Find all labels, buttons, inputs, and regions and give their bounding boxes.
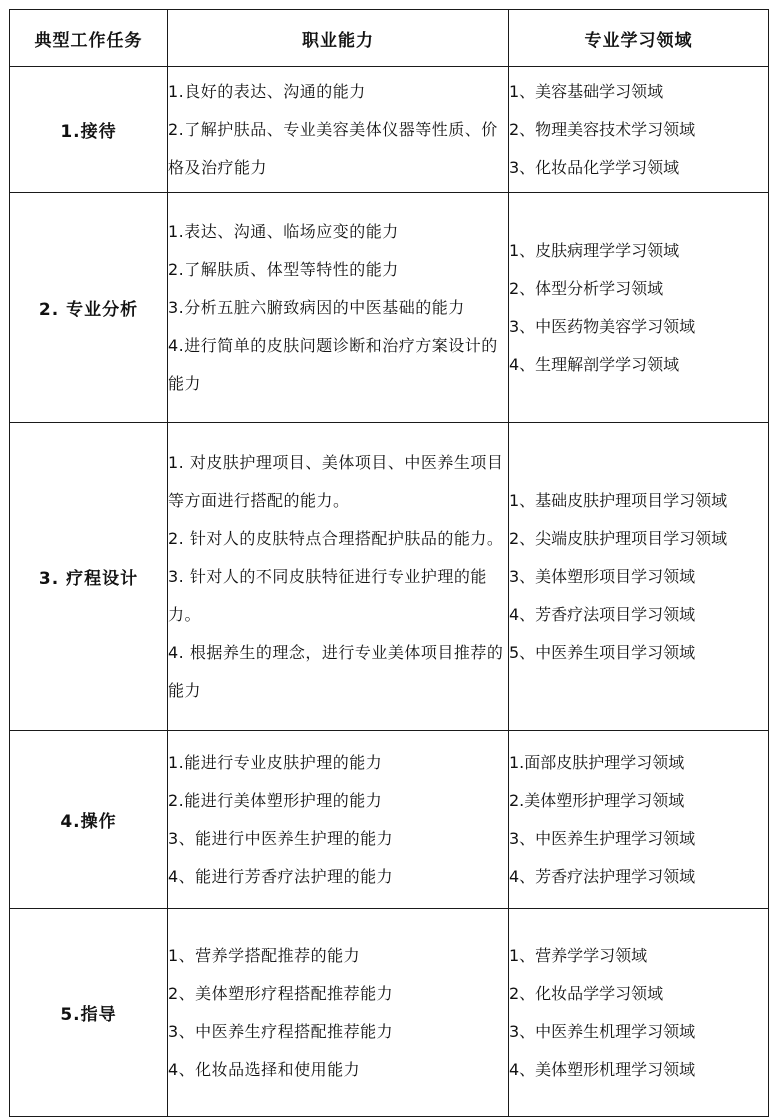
- domain-item: 3、中医养生护理学习领域: [509, 828, 696, 848]
- ability-cell: [168, 909, 509, 1117]
- task-cell: 5.指导: [10, 909, 168, 1117]
- ability-item: 3.分析五脏六腑致病因的中医基础的能力: [168, 297, 465, 317]
- ability-item: 3、能进行中医养生护理的能力: [168, 828, 394, 848]
- domain-item: 1、皮肤病理学学习领域: [509, 240, 680, 260]
- domain-item: 5、中医养生项目学习领域: [509, 642, 696, 662]
- table-row: [10, 193, 769, 423]
- ability-item: 1.良好的表达、沟通的能力: [168, 81, 366, 101]
- domain-cell: [509, 909, 769, 1117]
- domain-item: 4、美体塑形机理学习领域: [509, 1059, 696, 1079]
- domain-item: 3、化妆品化学学习领域: [509, 157, 680, 177]
- ability-item: 3. 针对人的不同皮肤特征进行专业护理的能力。: [168, 566, 487, 624]
- ability-cell: [168, 423, 509, 731]
- table-row: [10, 909, 769, 1117]
- header-learning-domain: 专业学习领域: [509, 10, 769, 67]
- ability-item: 4、能进行芳香疗法护理的能力: [168, 866, 394, 886]
- domain-item: 1、美容基础学习领域: [509, 81, 664, 101]
- domain-item: 2、体型分析学习领域: [509, 278, 664, 298]
- curriculum-table: [9, 9, 769, 1117]
- domain-item: 1、基础皮肤护理项目学习领域: [509, 490, 728, 510]
- domain-cell: [509, 67, 769, 193]
- domain-item: 1、营养学学习领域: [509, 945, 648, 965]
- header-vocational-ability: 职业能力: [168, 10, 509, 67]
- ability-cell: [168, 67, 509, 193]
- table-row: [10, 423, 769, 731]
- domain-cell: [509, 423, 769, 731]
- domain-item: 4、芳香疗法项目学习领域: [509, 604, 696, 624]
- ability-item: 2.能进行美体塑形护理的能力: [168, 790, 383, 810]
- table-row: [10, 731, 769, 909]
- domain-item: 3、美体塑形项目学习领域: [509, 566, 696, 586]
- ability-item: 3、中医养生疗程搭配推荐能力: [168, 1021, 394, 1041]
- ability-item: 2.了解护肤品、专业美容美体仪器等性质、价格及治疗能力: [168, 119, 498, 177]
- ability-item: 1. 对皮肤护理项目、美体项目、中医养生项目等方面进行搭配的能力。: [168, 452, 504, 510]
- ability-item: 1.表达、沟通、临场应变的能力: [168, 221, 399, 241]
- task-cell: 1.接待: [10, 67, 168, 193]
- ability-item: 2.了解肤质、体型等特性的能力: [168, 259, 399, 279]
- ability-item: 1.能进行专业皮肤护理的能力: [168, 752, 383, 772]
- ability-cell: [168, 731, 509, 909]
- ability-cell: [168, 193, 509, 423]
- header-typical-task: 典型工作任务: [10, 10, 168, 67]
- header-row: [10, 10, 769, 67]
- domain-item: 3、中医养生机理学习领域: [509, 1021, 696, 1041]
- table-row: [10, 67, 769, 193]
- ability-item: 4.进行简单的皮肤问题诊断和治疗方案设计的能力: [168, 335, 498, 393]
- domain-item: 2、物理美容技术学习领域: [509, 119, 696, 139]
- domain-item: 3、中医药物美容学习领域: [509, 316, 696, 336]
- domain-item: 2、化妆品学学习领域: [509, 983, 664, 1003]
- ability-item: 1、营养学搭配推荐的能力: [168, 945, 361, 965]
- domain-item: 2、尖端皮肤护理项目学习领域: [509, 528, 728, 548]
- task-cell: 3. 疗程设计: [10, 423, 168, 731]
- domain-item: 4、生理解剖学学习领域: [509, 354, 680, 374]
- ability-item: 4、化妆品选择和使用能力: [168, 1059, 361, 1079]
- task-cell: 4.操作: [10, 731, 168, 909]
- domain-cell: [509, 731, 769, 909]
- domain-item: 1.面部皮肤护理学习领域: [509, 752, 685, 772]
- domain-cell: [509, 193, 769, 423]
- domain-item: 2.美体塑形护理学习领域: [509, 790, 685, 810]
- task-cell: 2. 专业分析: [10, 193, 168, 423]
- domain-item: 4、芳香疗法护理学习领域: [509, 866, 696, 886]
- ability-item: 4. 根据养生的理念，进行专业美体项目推荐的能力: [168, 642, 504, 700]
- ability-item: 2、美体塑形疗程搭配推荐能力: [168, 983, 394, 1003]
- ability-item: 2. 针对人的皮肤特点合理搭配护肤品的能力。: [168, 528, 504, 548]
